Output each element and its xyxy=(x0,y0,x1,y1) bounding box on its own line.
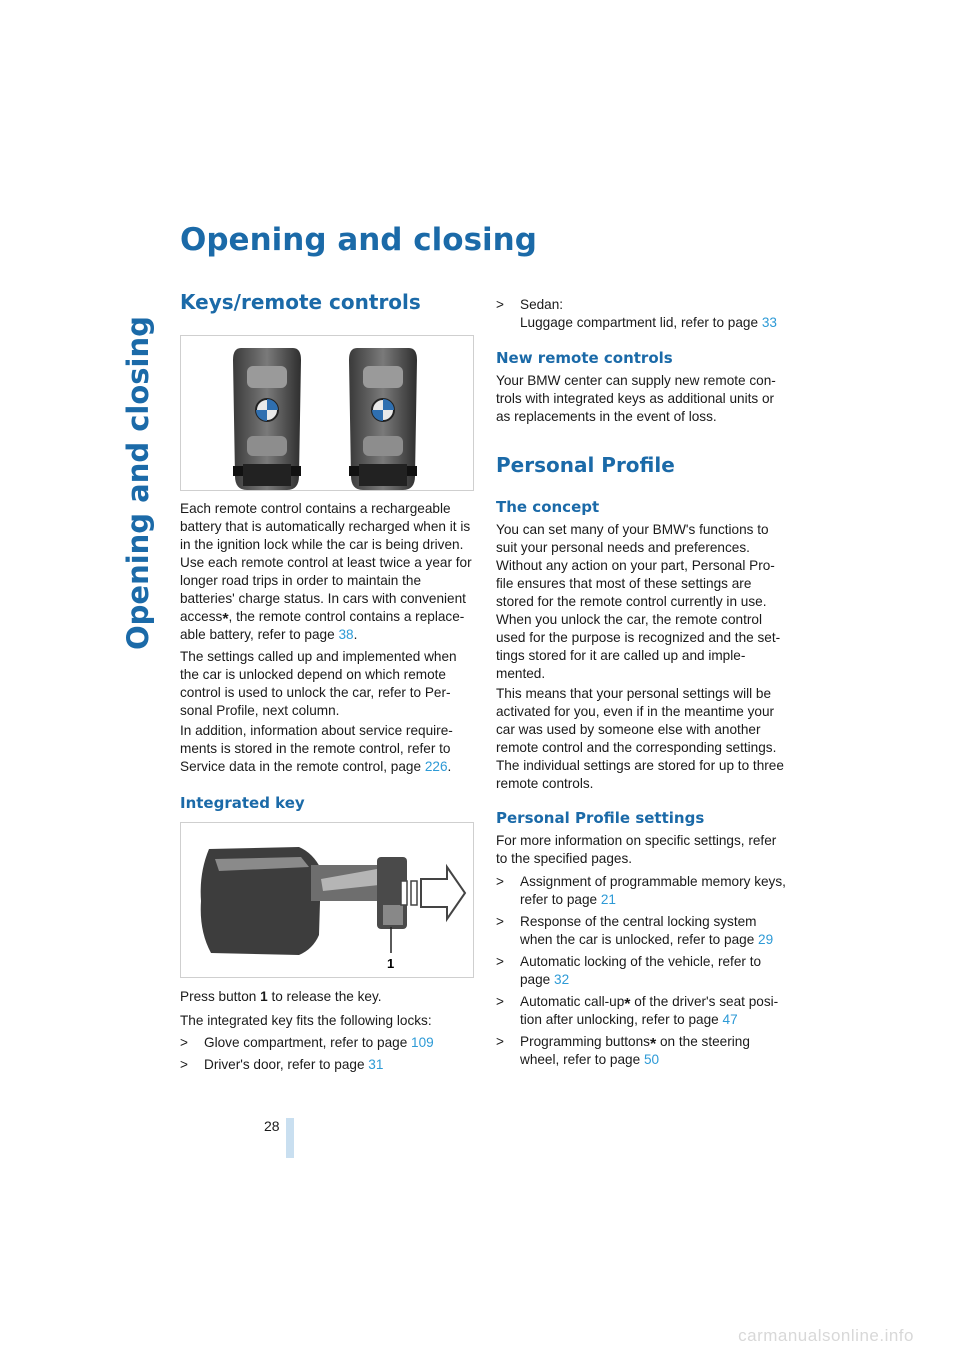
page-link-47[interactable]: 47 xyxy=(722,1012,738,1027)
integrated-key-figure xyxy=(180,822,474,978)
page-link-50[interactable]: 50 xyxy=(643,1052,660,1067)
locks-intro-text: The integrated key fits the following locks: xyxy=(180,1013,432,1028)
page-link-32[interactable]: 32 xyxy=(554,972,570,987)
figure-callout-1: 1 xyxy=(387,956,395,971)
watermark: carmanualsonline.info xyxy=(738,1326,914,1345)
page-link-33[interactable]: 33 xyxy=(761,315,777,330)
page-number: 28 xyxy=(264,1118,280,1134)
remote-paragraph-2: The settings called up and implemented when the car is unlocked depend on which remote control is used to unlock the car, refer to Per-sonal Profile, next column. xyxy=(180,649,457,718)
concept-paragraph-2: This means that your personal settings will be activated for you, even if in the meantime your car was used by someone else with another remote control and the corresponding settings. The individual settings are stored for up to three remote controls. xyxy=(496,686,784,791)
page-link-21[interactable]: 21 xyxy=(600,892,616,907)
concept-paragraph-1: You can set many of your BMW's functions to suit your personal needs and preferences. Without any action on your part, Personal Pro-file ensures that most of these settings are stored for the remote control currently in use. When you unlock the car, the remote control used for the purpose is recognized and the set-tings stored for it are called up and imple-mented. xyxy=(496,522,781,681)
side-chapter-tab xyxy=(118,230,158,650)
list-item: > Programming buttons* on the steering wheel, refer to page 50 xyxy=(496,1034,750,1067)
settings-intro: For more information on specific settings, refer to the specified pages. xyxy=(496,833,777,866)
list-item: > Driver's door, refer to page 31 xyxy=(180,1057,384,1072)
remote-control-left xyxy=(233,348,301,490)
page-number-bar xyxy=(286,1118,294,1158)
remote-paragraph-3: In addition, information about service require-ments is stored in the remote control, refer to Service data in the remote control, page 226. xyxy=(180,723,453,774)
new-remote-text: Your BMW center can supply new remote con-trols with integrated keys as additional units or as replacements in the event of loss. xyxy=(496,373,776,424)
remote-paragraph-1: Each remote control contains a rechargeable battery that is automatically recharged when it is in the ignition lock while the car is being driven. Use each remote control at least twice a year for longer road trips in order to maintain the batteries' charge status. In cars with convenient access*, the remote control contains a replace-able battery, refer to page 38. xyxy=(180,501,472,642)
page-link-226[interactable]: 226 xyxy=(424,759,448,774)
list-item: > Automatic call-up* of the driver's seat posi-tion after unlocking, refer to page 47 xyxy=(496,994,779,1027)
concept-heading: The concept xyxy=(496,498,600,516)
press-button-text: Press button 1 to release the key. xyxy=(180,989,382,1004)
new-remote-heading: New remote controls xyxy=(496,349,673,367)
integrated-key-illustration xyxy=(181,823,473,977)
personal-profile-heading: Personal Profile xyxy=(496,453,675,477)
remote-controls-illustration xyxy=(181,336,473,490)
list-item: > Response of the central locking system when the car is unlocked, refer to page 29 xyxy=(496,914,774,947)
remote-control-right xyxy=(349,348,417,490)
remote-controls-figure xyxy=(180,335,474,491)
page-link-29[interactable]: 29 xyxy=(758,932,774,947)
list-item: > Automatic locking of the vehicle, refer to page 32 xyxy=(496,954,762,987)
integrated-key-heading: Integrated key xyxy=(180,794,305,812)
list-item: > Sedan: Luggage compartment lid, refer to page 33 xyxy=(496,297,777,330)
keys-heading: Keys/remote controls xyxy=(180,290,421,314)
settings-heading: Personal Profile settings xyxy=(496,809,705,827)
page-link-38[interactable]: 38 xyxy=(338,627,354,642)
list-item: > Assignment of programmable memory keys, refer to page 21 xyxy=(496,874,786,907)
page-link-109[interactable]: 109 xyxy=(411,1035,434,1050)
page-title: Opening and closing xyxy=(180,222,537,258)
side-chapter-label: Opening and closing xyxy=(121,316,155,650)
page-link-31[interactable]: 31 xyxy=(368,1057,384,1072)
list-item: > Glove compartment, refer to page 109 xyxy=(180,1035,434,1050)
